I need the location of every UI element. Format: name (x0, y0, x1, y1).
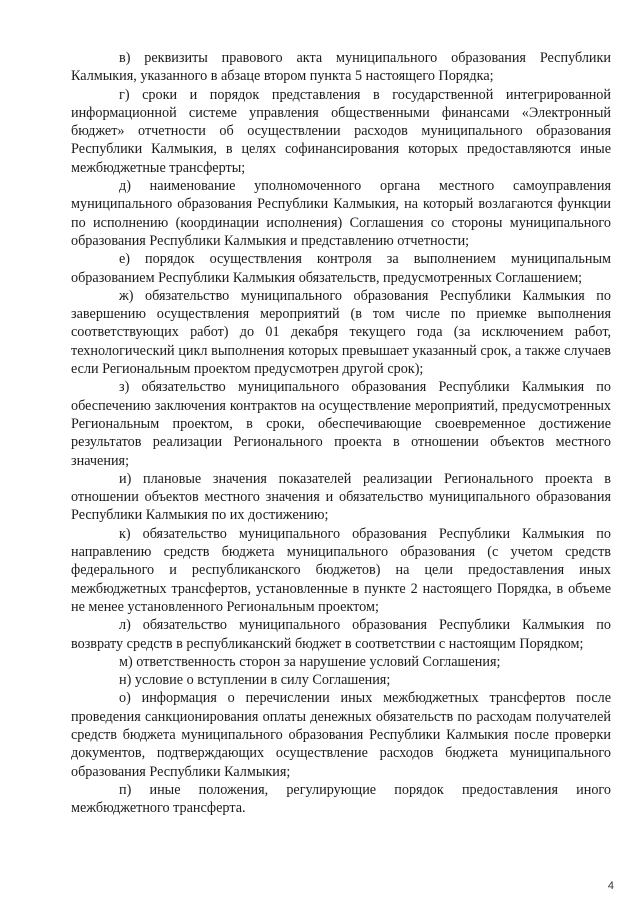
paragraph-g: г) сроки и порядок представления в государственной интегрированной информационной системе управления общественными финансами «Электронный бюджет» отчетности об осуществлении расходов муниципального образования Республики Калмыкия, в целях софинансирования которых предоставляются иные межбюджетные трансферты; (71, 86, 611, 176)
paragraph-v: в) реквизиты правового акта муниципального образования Республики Калмыкия, указанного в абзаце втором пункта 5 настоящего Порядка; (71, 50, 611, 85)
paragraph-e: е) порядок осуществления контроля за выполнением муниципальным образованием Республики Калмыкия обязательств, предусмотренных Соглашением; (71, 251, 611, 286)
paragraph-o: о) информация о перечислении иных межбюджетных трансфертов после проведения санкционирования оплаты денежных обязательств по расходам получателей средств бюджета муниципального образования Республики Калмыкия после проверки документов, подтверждающих осуществление расходов бюджета муниципального образования Республики Калмыкия; (71, 690, 611, 780)
paragraph-n: н) условие о вступлении в силу Соглашения; (119, 672, 391, 689)
document-body (71, 49, 611, 817)
paragraph-p: п) иные положения, регулирующие порядок предоставления иного межбюджетного трансферта. (71, 781, 611, 817)
paragraph-d: д) наименование уполномоченного органа местного самоуправления муниципального образования Республики Калмыкия, на который возлагаются функции по исполнению (координации исполнения) Соглашения со стороны муниципального образования Республики Калмыкия и представлению отчетности; (71, 178, 611, 249)
paragraph-k: к) обязательство муниципального образования Республики Калмыкия по направлению средств бюджета муниципального образования (с учетом средств федерального и республиканского бюджетов) на цели предоставления иных межбюджетных трансфертов, установленные в пункте 2 настоящего Порядка, в объеме не менее установленного Региональным проектом; (71, 525, 611, 615)
paragraph-z: з) обязательство муниципального образования Республики Калмыкия по обеспечению заключения контрактов на осуществление мероприятий, предусмотренных Региональным проектом, в сроки, обеспечивающие своевременное достижение результатов реализации Регионального проекта в отношении объектов местного значения; (71, 379, 611, 469)
paragraph-m: м) ответственность сторон за нарушение условий Соглашения; (119, 653, 501, 670)
page-number: 4 (607, 880, 614, 892)
paragraph-l: л) обязательство муниципального образования Республики Калмыкия по возврату средств в республиканский бюджет в соответствии с настоящим Порядком; (71, 617, 611, 652)
paragraph-zh: ж) обязательство муниципального образования Республики Калмыкия по завершению осуществления мероприятий (в том числе по приемке выполнения соответствующих работ) до 01 декабря текущего года (за исключением работ, технологический цикл выполнения которых превышает указанный срок, а также случаев если Региональным проектом предусмотрен другой срок); (71, 287, 611, 378)
paragraph-i: и) плановые значения показателей реализации Регионального проекта в отношении объектов местного значения и обязательство муниципального образования Республики Калмыкия по их достижению; (71, 470, 611, 524)
